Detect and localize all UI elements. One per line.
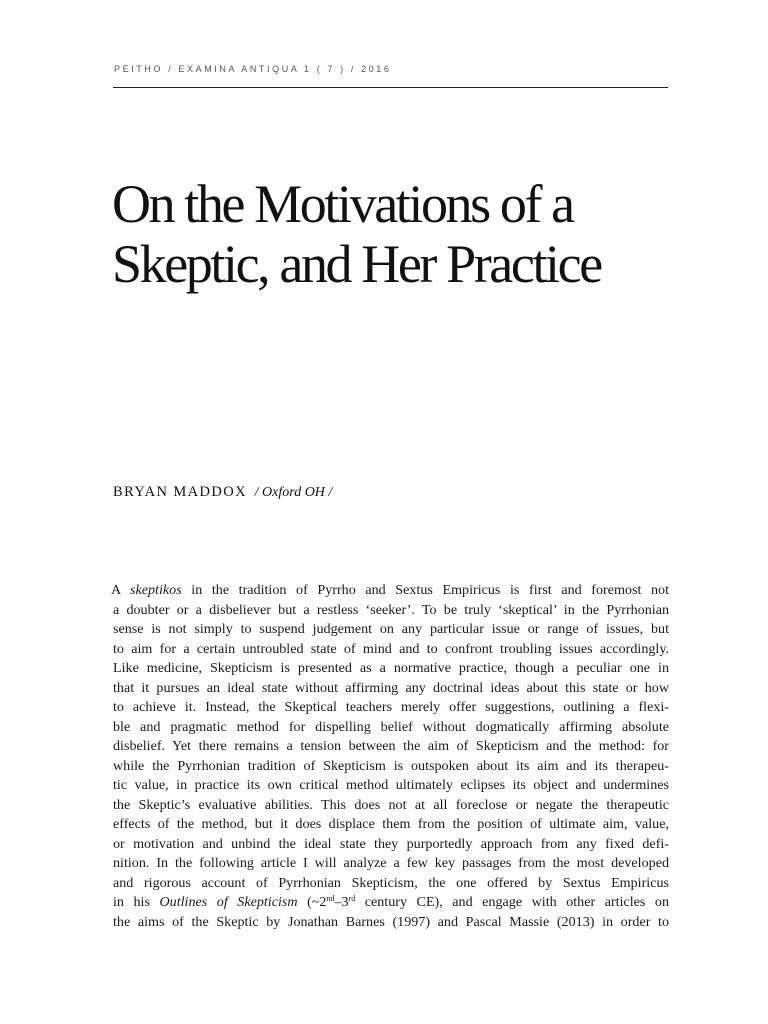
abstract-line: the Skeptic’s evaluative abilities. This does not at all foreclose or negate the therapeutic [113,796,669,813]
abstract-line: the aims of the Skeptic by Jonathan Barnes (1997) and Pascal Massie (2013) in order to [113,913,669,930]
abstract-line: sense is not simply to suspend judgement on any particular issue or range of issues, but [113,621,669,637]
title-line-2: Skeptic, and Her Practice [112,234,601,294]
abstract-line: while the Pyrrhonian tradition of Skepticism is outspoken about its aim and its therapeu- [113,757,669,774]
header-rule [113,87,668,88]
book-title-emphasis: Outlines of Skepticism [159,894,298,910]
article-title [112,174,692,294]
abstract-line [111,581,669,601]
abstract [113,581,669,932]
abstract-line: effects of the method, but it does displace them from the position of ultimate aim, value, [113,816,669,832]
abstract-line: Like medicine, Skepticism is presented as a normative practice, though a peculiar one in [113,660,669,676]
abstract-line: or motivation and unbind the ideal state they purportedly approach from any fixed defi- [113,835,669,852]
title-line-1: On the Motivations of a [112,174,573,234]
abstract-line: to achieve it. Instead, the Skeptical teachers merely offer suggestions, outlining a flexi- [113,699,669,715]
abstract-line: that it pursues an ideal state without affirming any doctrinal ideas about this state or how [113,679,669,696]
abstract-text: A [111,582,131,598]
running-head: PEITHO / EXAMINA ANTIQUA 1 ( 7 ) / 2016 [114,64,392,74]
abstract-text: in the tradition of Pyrrho and Sextus Empiricus is first and foremost not [181,582,669,598]
abstract-line: nition. In the following article I will analyze a few key passages from the most developed [113,855,669,871]
abstract-text: –3 [334,894,349,910]
ordinal-superscript: rd [348,894,356,903]
author-affiliation: / Oxford OH / [254,485,333,500]
abstract-line: ble and pragmatic method for dispelling belief without dogmatically affirming absolute [113,718,669,735]
abstract-line: disbelief. Yet there remains a tension between the aim of Skepticism and the method: for [113,738,669,754]
abstract-line [113,893,669,913]
abstract-emphasis: skeptikos [130,582,182,598]
abstract-line: to aim for a certain untroubled state of mind and to confront troubling issues accordingly. [113,640,669,657]
ordinal-superscript: nd [326,894,335,903]
author-name: BRYAN MADDOX [113,484,248,500]
abstract-text: (~2 [297,894,327,910]
abstract-text: in his [113,894,160,910]
abstract-line: tic value, in practice its own critical method ultimately eclipses its object and undermines [113,777,669,793]
abstract-line: and rigorous account of Pyrrhonian Skepticism, the one offered by Sextus Empiricus [113,874,669,891]
abstract-text: century CE), and engage with other articles on [355,894,670,910]
abstract-line: a doubter or a disbeliever but a restless ‘seeker’. To be truly ‘skeptical’ in the Pyrrhonian [113,601,669,618]
byline [113,484,332,501]
